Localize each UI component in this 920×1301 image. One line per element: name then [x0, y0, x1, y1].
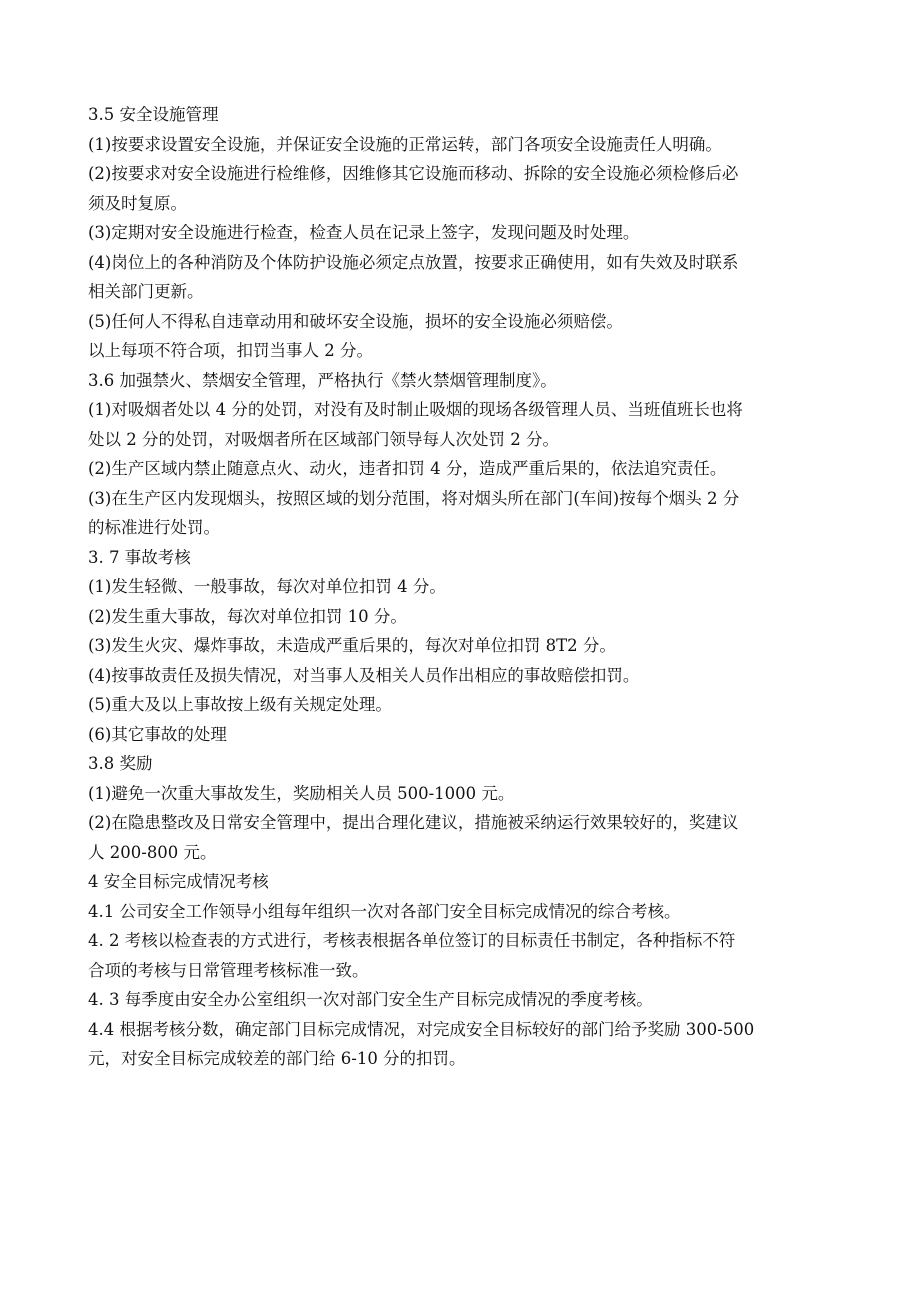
text-line: (2)按要求对安全设施进行检维修，因维修其它设施而移动、拆除的安全设施必须检修后必: [88, 164, 739, 183]
text-line: (2)发生重大事故，每次对单位扣罚 10 分。: [88, 606, 407, 626]
text-line: 4. 3 每季度由安全办公室组织一次对部门安全生产目标完成情况的季度考核。: [88, 990, 653, 1009]
text-line: (1)避免一次重大事故发生，奖励相关人员 500-1000 元。: [88, 783, 515, 803]
text-line: 以上每项不符合项，扣罚当事人 2 分。: [88, 341, 373, 360]
section-heading-3-6: 3.6 加强禁火、禁烟安全管理，严格执行《禁火禁烟管理制度》。: [88, 370, 557, 390]
text-line: (5)重大及以上事故按上级有关规定处理。: [88, 695, 392, 714]
text-line: 处以 2 分的处罚，对吸烟者所在区域部门领导每人次处罚 2 分。: [88, 429, 559, 449]
text-line: (1)对吸烟者处以 4 分的处罚，对没有及时制止吸烟的现场各级管理人员、当班值班长也将: [88, 400, 743, 419]
text-line: 元，对安全目标完成较差的部门给 6-10 分的扣罚。: [88, 1049, 466, 1068]
section-heading-3-5: 3.5 安全设施管理: [88, 105, 219, 124]
text-line: (2)在隐患整改及日常安全管理中，提出合理化建议，措施被采纳运行效果较好的，奖建议: [88, 813, 739, 832]
text-line: (4)按事故责任及损失情况，对当事人及相关人员作出相应的事故赔偿扣罚。: [88, 665, 640, 685]
text-line: (4)岗位上的各种消防及个体防护设施必须定点放置，按要求正确使用，如有失效及时联系: [88, 252, 739, 272]
text-line: (6)其它事故的处理: [88, 724, 227, 744]
section-heading-4: 4 安全目标完成情况考核: [88, 872, 269, 891]
section-heading-3-7: 3. 7 事故考核: [88, 547, 191, 567]
text-line: (5)任何人不得私自违章动用和破坏安全设施，损坏的安全设施必须赔偿。: [88, 311, 623, 331]
text-line: 4.4 根据考核分数，确定部门目标完成情况，对完成安全目标较好的部门给予奖励 300-500: [88, 1019, 755, 1039]
text-line: 的标准进行处罚。: [88, 518, 220, 537]
text-line: 人 200-800 元。: [88, 842, 217, 862]
text-line: 4. 2 考核以检查表的方式进行，考核表根据各单位签订的目标责任书制定，各种指标不符: [88, 931, 736, 950]
text-line: (2)生产区域内禁止随意点火、动火，违者扣罚 4 分，造成严重后果的，依法追究责任。: [88, 459, 727, 478]
text-line: (3)定期对安全设施进行检查，检查人员在记录上签字，发现问题及时处理。: [88, 223, 640, 242]
text-line: (1)按要求设置安全设施，并保证安全设施的正常运转，部门各项安全设施责任人明确。: [88, 134, 722, 154]
section-heading-3-8: 3.8 奖励: [88, 754, 153, 773]
text-line: 合项的考核与日常管理考核标准一致。: [88, 960, 369, 980]
document-body: [88, 100, 828, 1074]
text-line: (3)在生产区内发现烟头，按照区域的划分范围，将对烟头所在部门(车间)按每个烟头 2 分: [88, 488, 740, 508]
text-line: 4.1 公司安全工作领导小组每年组织一次对各部门安全目标完成情况的综合考核。: [88, 901, 681, 921]
text-line: (1)发生轻微、一般事故，每次对单位扣罚 4 分。: [88, 577, 446, 596]
text-line: 相关部门更新。: [88, 282, 204, 301]
text-line: (3)发生火灾、爆炸事故，未造成严重后果的，每次对单位扣罚 8T2 分。: [88, 636, 616, 655]
text-line: 须及时复原。: [88, 193, 187, 213]
